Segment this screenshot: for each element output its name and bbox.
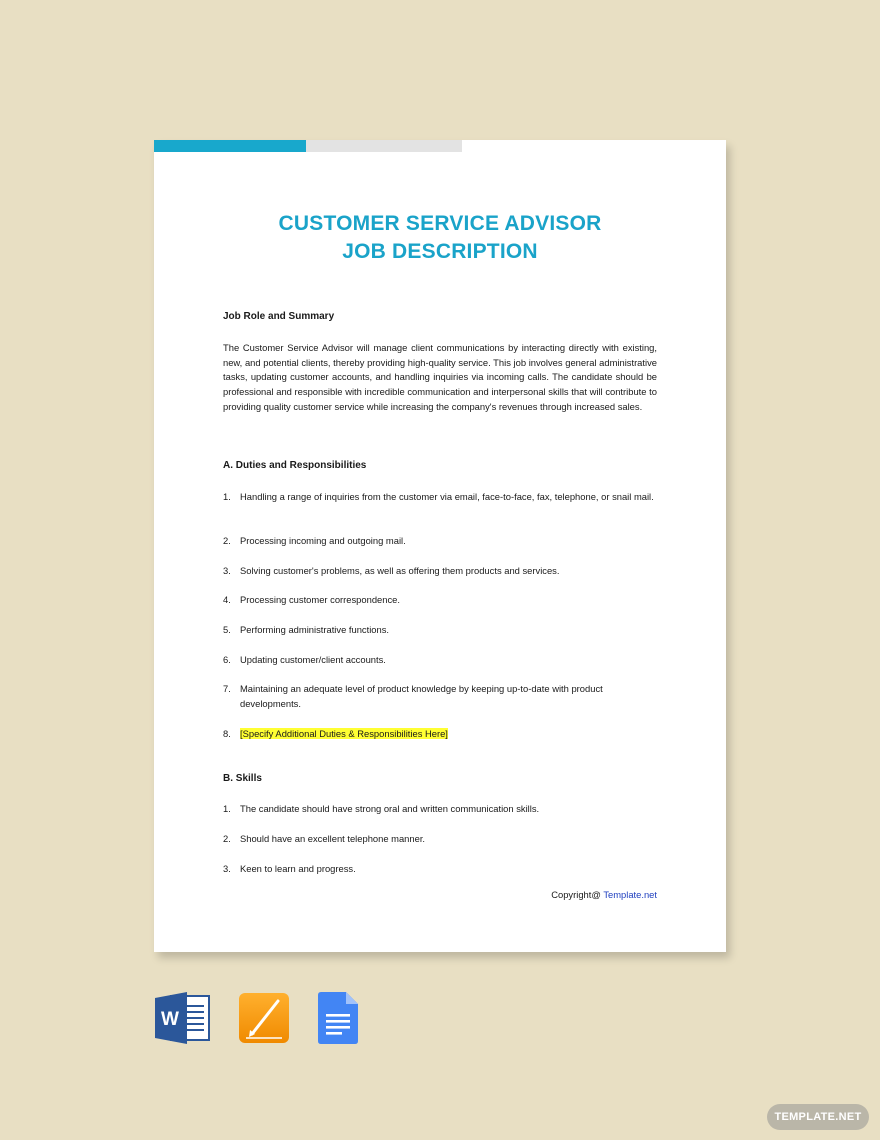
duty-text: Handling a range of inquiries from the customer via email, face-to-face, fax, telephone, or snail mail. <box>240 491 654 502</box>
document-title-line2: JOB DESCRIPTION <box>342 240 538 263</box>
duty-item <box>223 564 663 579</box>
duty-item <box>223 682 663 711</box>
duty-item <box>223 534 663 549</box>
duty-number: 8. <box>223 728 231 739</box>
accent-bar <box>154 140 306 152</box>
pages-icon[interactable] <box>238 992 290 1044</box>
duty-item <box>223 653 663 668</box>
duty-item <box>223 593 663 608</box>
google-docs-icon[interactable] <box>318 992 358 1044</box>
duty-number: 4. <box>223 594 231 605</box>
svg-text:W: W <box>161 1009 179 1030</box>
skill-item <box>223 862 663 877</box>
skill-text: The candidate should have strong oral and written communication skills. <box>240 803 540 814</box>
duty-item <box>223 490 663 505</box>
duty-number: 7. <box>223 683 231 694</box>
duty-number: 1. <box>223 491 231 502</box>
copyright-notice <box>551 889 657 900</box>
skill-item <box>223 802 663 817</box>
duty-text: Updating customer/client accounts. <box>240 654 386 665</box>
summary-paragraph: The Customer Service Advisor will manage client communications by interacting directly with existing, new, and potential clients, thereby providing high-quality service. This job involves general administrative tasks, updating customer accounts, and handling inquiries via incoming calls. The candidate should be professional and responsible with incredible communication and interpersonal skills that will contribute to providing quality customer service while increasing the company's revenues through increased sales. <box>223 342 657 412</box>
skill-item <box>223 832 663 847</box>
duty-text: Processing customer correspondence. <box>240 594 400 605</box>
template-net-link[interactable]: Template.net <box>603 889 657 900</box>
duty-number: 5. <box>223 624 231 635</box>
duty-item <box>223 623 663 638</box>
skill-number: 1. <box>223 803 231 814</box>
document-page <box>154 140 726 952</box>
summary-heading: Job Role and Summary <box>223 311 335 322</box>
duty-text: Processing incoming and outgoing mail. <box>240 535 406 546</box>
duty-number: 6. <box>223 654 231 665</box>
duty-number: 2. <box>223 535 231 546</box>
duty-text: Solving customer's problems, as well as offering them products and services. <box>240 565 560 576</box>
copyright-prefix: Copyright@ <box>551 889 604 900</box>
duty-number: 3. <box>223 565 231 576</box>
skills-heading: B. Skills <box>223 773 262 784</box>
document-title-line1: CUSTOMER SERVICE ADVISOR <box>278 212 602 235</box>
word-icon[interactable] <box>155 992 211 1044</box>
accent-bar-gray <box>306 140 462 152</box>
skill-number: 3. <box>223 863 231 874</box>
duty-text: Performing administrative functions. <box>240 624 390 635</box>
duties-heading: A. Duties and Responsibilities <box>223 460 367 471</box>
highlighted-placeholder-text: [Specify Additional Duties & Responsibilities Here] <box>240 728 448 739</box>
skill-text: Should have an excellent telephone manner. <box>240 833 426 844</box>
template-net-badge[interactable]: TEMPLATE.NET <box>767 1104 869 1130</box>
duty-item-placeholder <box>223 727 663 742</box>
skill-number: 2. <box>223 833 231 844</box>
skill-text: Keen to learn and progress. <box>240 863 356 874</box>
duty-text: Maintaining an adequate level of product knowledge by keeping up-to-date with product developments. <box>240 683 603 709</box>
